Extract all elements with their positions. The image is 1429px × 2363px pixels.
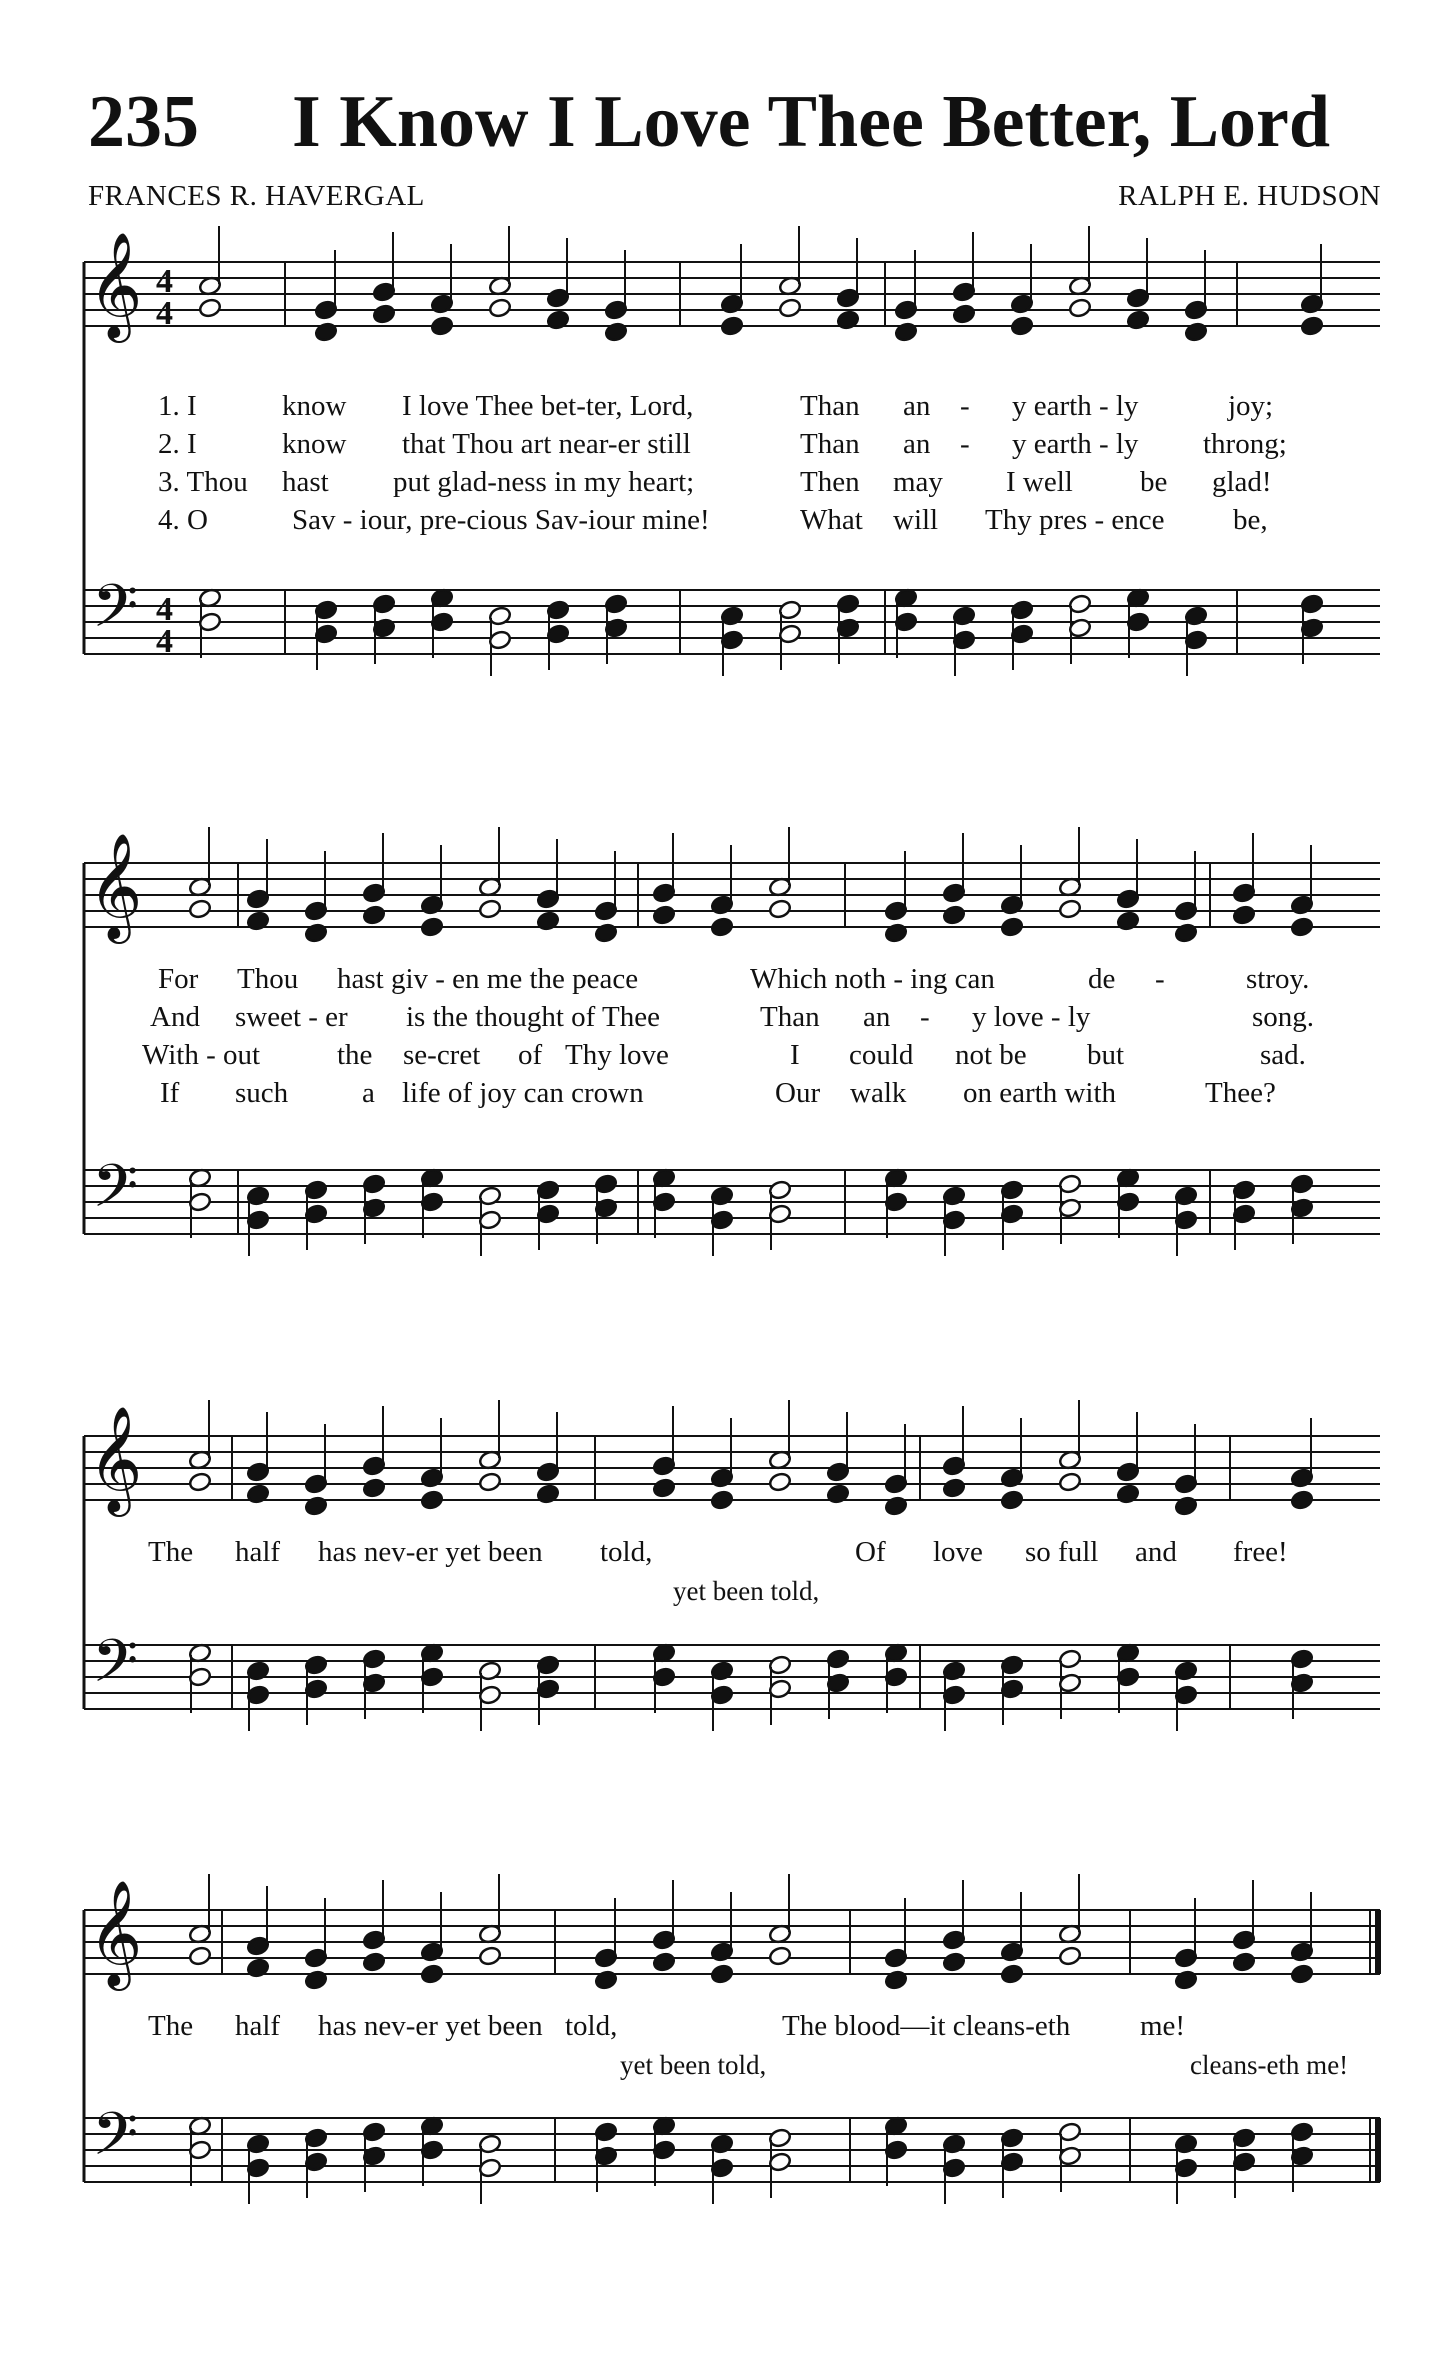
time-signature: 4 bbox=[156, 295, 173, 332]
note-head bbox=[1010, 316, 1034, 337]
note-head bbox=[304, 1496, 328, 1517]
bass-clef: 𝄢 bbox=[92, 1151, 139, 1235]
note-head bbox=[246, 1484, 270, 1505]
note-head bbox=[1000, 1490, 1024, 1511]
lyric: a bbox=[362, 1077, 375, 1109]
note-head bbox=[594, 1970, 618, 1991]
note-head bbox=[1290, 1490, 1314, 1511]
note-head bbox=[894, 322, 918, 343]
final-bar-line bbox=[1375, 1910, 1381, 1974]
note-head bbox=[1000, 917, 1024, 938]
treble-clef: 𝄞 bbox=[88, 231, 143, 338]
time-signature: 4 bbox=[156, 263, 173, 300]
bass-clef: 𝄢 bbox=[92, 571, 139, 655]
note-head bbox=[1232, 905, 1256, 926]
note-head bbox=[942, 1478, 966, 1499]
lyric: With - out bbox=[142, 1039, 261, 1071]
lyric-alto-echo-end: cleans-eth me! bbox=[1190, 2050, 1349, 2080]
lyric: will bbox=[893, 504, 939, 536]
lyric: glad! bbox=[1212, 466, 1272, 498]
lyric: Which noth - ing can bbox=[750, 963, 995, 995]
lyric: stroy. bbox=[1246, 963, 1310, 995]
lyric: Than bbox=[800, 428, 860, 460]
note-head bbox=[1174, 1496, 1198, 1517]
lyric: an bbox=[903, 390, 931, 422]
note-head bbox=[1058, 899, 1082, 920]
note-head bbox=[362, 905, 386, 926]
lyric: y earth - ly bbox=[1012, 390, 1139, 422]
lyric: walk bbox=[850, 1077, 907, 1109]
note-head bbox=[1068, 298, 1092, 319]
note-head bbox=[952, 304, 976, 325]
lyric: be, bbox=[1233, 504, 1268, 536]
treble-clef: 𝄞 bbox=[88, 832, 143, 939]
lyric: on earth with bbox=[963, 1077, 1117, 1109]
lyric: the bbox=[337, 1039, 373, 1071]
lyric: joy; bbox=[1228, 390, 1274, 422]
lyric: I well bbox=[1006, 466, 1073, 498]
lyric: The bbox=[148, 2010, 194, 2042]
lyric: sad. bbox=[1260, 1039, 1306, 1071]
note-head bbox=[188, 899, 212, 920]
treble-clef: 𝄞 bbox=[88, 1879, 143, 1986]
note-head bbox=[768, 1946, 792, 1967]
note-head bbox=[420, 917, 444, 938]
note-head bbox=[246, 1958, 270, 1979]
lyric: but bbox=[1087, 1039, 1125, 1071]
lyric: of bbox=[518, 1039, 543, 1071]
lyric: and bbox=[1135, 1536, 1177, 1568]
note-head bbox=[198, 298, 222, 319]
note-head bbox=[778, 298, 802, 319]
lyric: half bbox=[235, 2010, 281, 2042]
lyric: sweet - er bbox=[235, 1001, 348, 1033]
lyric: an bbox=[903, 428, 931, 460]
note-head bbox=[1232, 1952, 1256, 1973]
note-head bbox=[420, 1490, 444, 1511]
note-head bbox=[652, 1478, 676, 1499]
note-head bbox=[836, 310, 860, 331]
note-head bbox=[1300, 316, 1324, 337]
lyric: told, bbox=[600, 1536, 653, 1568]
note-head bbox=[652, 905, 676, 926]
lyric: may bbox=[893, 466, 943, 498]
lyric: - bbox=[960, 390, 970, 422]
note-head bbox=[362, 1478, 386, 1499]
note-head bbox=[546, 310, 570, 331]
lyric: Thee? bbox=[1205, 1077, 1276, 1109]
note-head bbox=[768, 1472, 792, 1493]
lyric: song. bbox=[1252, 1001, 1315, 1033]
lyric: de bbox=[1088, 963, 1116, 995]
time-signature: 4 bbox=[156, 591, 173, 628]
lyric: 1. I bbox=[158, 390, 197, 422]
note-head bbox=[488, 298, 512, 319]
note-head bbox=[1116, 911, 1140, 932]
lyric: If bbox=[160, 1077, 180, 1109]
lyric: is the thought of Thee bbox=[406, 1001, 660, 1033]
time-signature: 4 bbox=[156, 623, 173, 660]
lyric: hast giv - en me the peace bbox=[337, 963, 639, 995]
lyric: - bbox=[1155, 963, 1165, 995]
lyric: 3. Thou bbox=[158, 466, 248, 498]
lyric: know bbox=[282, 390, 347, 422]
note-head bbox=[710, 1490, 734, 1511]
lyric: that Thou art near-er still bbox=[402, 428, 691, 460]
note-head bbox=[478, 1472, 502, 1493]
lyric: y earth - ly bbox=[1012, 428, 1139, 460]
note-head bbox=[710, 1964, 734, 1985]
lyric: told, bbox=[565, 2010, 618, 2042]
lyric: not be bbox=[955, 1039, 1027, 1071]
lyric: life of joy can crown bbox=[402, 1077, 644, 1109]
lyric: throng; bbox=[1203, 428, 1287, 460]
note-head bbox=[1058, 1472, 1082, 1493]
note-head bbox=[304, 923, 328, 944]
note-head bbox=[430, 316, 454, 337]
note-head bbox=[304, 1970, 328, 1991]
lyric: Of bbox=[855, 1536, 886, 1568]
lyric: be bbox=[1140, 466, 1168, 498]
note-head bbox=[372, 304, 396, 325]
lyric: an bbox=[863, 1001, 891, 1033]
lyric: What bbox=[800, 504, 863, 536]
note-head bbox=[652, 1952, 676, 1973]
note-head bbox=[1058, 1946, 1082, 1967]
lyric: has nev-er yet been bbox=[318, 1536, 543, 1568]
note-head bbox=[420, 1964, 444, 1985]
note-head bbox=[768, 899, 792, 920]
note-head bbox=[884, 1496, 908, 1517]
lyric: I love Thee bet-ter, Lord, bbox=[402, 390, 694, 422]
note-head bbox=[246, 911, 270, 932]
lyric: could bbox=[849, 1039, 914, 1071]
note-head bbox=[884, 923, 908, 944]
lyric: Thy love bbox=[565, 1039, 669, 1071]
note-head bbox=[1174, 923, 1198, 944]
lyric: Thy pres - ence bbox=[985, 504, 1165, 536]
lyric: Sav - iour, pre-cious Sav-iour mine! bbox=[292, 504, 710, 536]
note-head bbox=[188, 1472, 212, 1493]
lyric: me! bbox=[1140, 2010, 1186, 2042]
note-head bbox=[536, 1484, 560, 1505]
note-head bbox=[478, 1946, 502, 1967]
lyric: 4. O bbox=[158, 504, 208, 536]
note-head bbox=[942, 1952, 966, 1973]
music-credit: RALPH E. HUDSON bbox=[1118, 180, 1381, 212]
lyric: such bbox=[235, 1077, 289, 1109]
note-head bbox=[604, 322, 628, 343]
lyric: half bbox=[235, 1536, 281, 1568]
lyric: know bbox=[282, 428, 347, 460]
note-head bbox=[1116, 1484, 1140, 1505]
bass-clef: 𝄢 bbox=[92, 1626, 139, 1710]
note-head bbox=[1000, 1964, 1024, 1985]
note-head bbox=[884, 1970, 908, 1991]
lyric: The blood—it cleans-eth bbox=[782, 2010, 1071, 2042]
hymn-number: 235 bbox=[88, 81, 199, 163]
lyric-alto-echo: yet been told, bbox=[673, 1576, 820, 1606]
note-head bbox=[1290, 1964, 1314, 1985]
note-head bbox=[314, 322, 338, 343]
note-head bbox=[1174, 1970, 1198, 1991]
bass-clef: 𝄢 bbox=[92, 2099, 139, 2183]
lyric: love bbox=[933, 1536, 983, 1568]
lyric: - bbox=[960, 428, 970, 460]
note-head bbox=[362, 1952, 386, 1973]
lyric: free! bbox=[1233, 1536, 1288, 1568]
note-head bbox=[710, 917, 734, 938]
final-bar-line bbox=[1375, 2118, 1381, 2182]
lyric-alto-echo: yet been told, bbox=[620, 2050, 767, 2080]
lyric: se-cret bbox=[403, 1039, 481, 1071]
note-head bbox=[1184, 322, 1208, 343]
lyric: Than bbox=[800, 390, 860, 422]
lyric: For bbox=[158, 963, 199, 995]
words-credit: FRANCES R. HAVERGAL bbox=[88, 180, 425, 212]
lyric: y love - ly bbox=[972, 1001, 1091, 1033]
lyric: Then bbox=[800, 466, 860, 498]
lyric: 2. I bbox=[158, 428, 197, 460]
note-head bbox=[1290, 917, 1314, 938]
note-head bbox=[942, 905, 966, 926]
note-head bbox=[826, 1484, 850, 1505]
lyric: Thou bbox=[237, 963, 299, 995]
note-head bbox=[478, 899, 502, 920]
lyric: Our bbox=[775, 1077, 821, 1109]
note-head bbox=[594, 923, 618, 944]
lyric: The bbox=[148, 1536, 194, 1568]
lyric: I bbox=[790, 1039, 800, 1071]
note-head bbox=[188, 1946, 212, 1967]
lyric: - bbox=[920, 1001, 930, 1033]
treble-clef: 𝄞 bbox=[88, 1405, 143, 1512]
lyric: And bbox=[150, 1001, 200, 1033]
note-head bbox=[720, 316, 744, 337]
lyric: put glad-ness in my heart; bbox=[393, 466, 695, 498]
hymn-title: I Know I Love Thee Better, Lord bbox=[292, 81, 1331, 163]
note-head bbox=[536, 911, 560, 932]
note-head bbox=[1126, 310, 1150, 331]
lyric: Than bbox=[760, 1001, 820, 1033]
lyric: hast bbox=[282, 466, 329, 498]
lyric: has nev-er yet been bbox=[318, 2010, 543, 2042]
lyric: so full bbox=[1025, 1536, 1099, 1568]
